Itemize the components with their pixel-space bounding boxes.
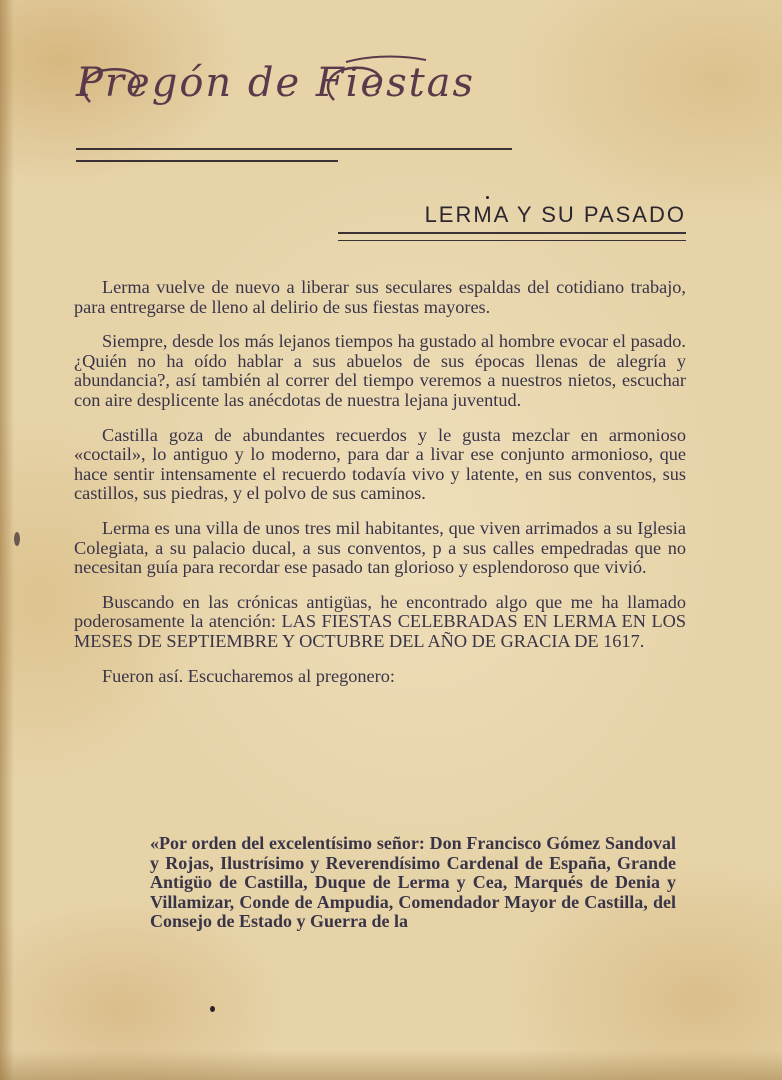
paragraph-4: Lerma es una villa de unos tres mil habitantes, que viven arrimados a su Iglesia Colegiata, a su palacio ducal, a sus conventos, p a sus calles empedradas que no necesitan guía para recordar ese pasado tan glorioso y esplendoroso que vivió. <box>74 517 686 578</box>
quote-text: «Por orden del excelentísimo señor: Don Francisco Gómez Sandoval y Rojas, Ilustrísimo y Reverendísimo Cardenal de España, Grande Antigüo de Castilla, Duque de Lerma y Cea, Marqués de Denia y Villamizar, Conde de Ampudia, Comendador Mayor de Castilla, del Consejo de Estado y Guerra de la <box>150 833 676 932</box>
heading-rule-bottom <box>338 240 686 241</box>
ink-spot <box>14 532 20 546</box>
document-title: Pregón de Fiestas <box>76 60 476 106</box>
ink-spot <box>210 1006 215 1012</box>
paragraph-2: Siempre, desde los más lejanos tiempos ha gustado al hombre evocar el pasado. ¿Quién no ha oído hablar a sus abuelos de sus épocas llenas de alegría y abundancia?, así también al correr del tiempo veremos a nuestros nietos, escuchar con aire desplicente las anécdotas de nuestra lejana juventud. <box>74 331 686 410</box>
title-rule-bottom <box>76 160 338 162</box>
title-block <box>76 50 516 150</box>
article-body <box>74 278 686 701</box>
paragraph-1: Lerma vuelve de nuevo a liberar sus seculares espaldas del cotidiano trabajo, para entregarse de lleno al delirio de sus fiestas mayores. <box>74 277 686 317</box>
section-heading: LERMA Y SU PASADO <box>424 202 686 227</box>
ink-spot <box>486 196 489 199</box>
paragraph-3: Castilla goza de abundantes recuerdos y le gusta mezclar en armonioso «coctail», lo antiguo y lo moderno, para dar a livar ese conjunto armonioso, que hace sentir intensamente el recuerdo todavía vivo y latente, en sus conventos, sus castillos, sus piedras, y el polvo de sus caminos. <box>74 424 686 504</box>
heading-rule-top <box>338 232 686 234</box>
page-bottom-edge-stain <box>0 1050 782 1080</box>
page-left-edge-stain <box>0 0 14 1080</box>
paragraph-6: Fueron así. Escucharemos al pregonero: <box>102 665 395 686</box>
proclamation-quote <box>150 834 676 932</box>
paragraph-5: Buscando en las crónicas antigüas, he encontrado algo que me ha llamado poderosamente la atención: LAS FIESTAS CELEBRADAS EN LERMA EN LOS MESES DE SEPTIEMBRE Y OCTUBRE DEL AÑO DE GRACIA DE 1617. <box>74 591 686 651</box>
title-rule-top <box>76 148 512 150</box>
